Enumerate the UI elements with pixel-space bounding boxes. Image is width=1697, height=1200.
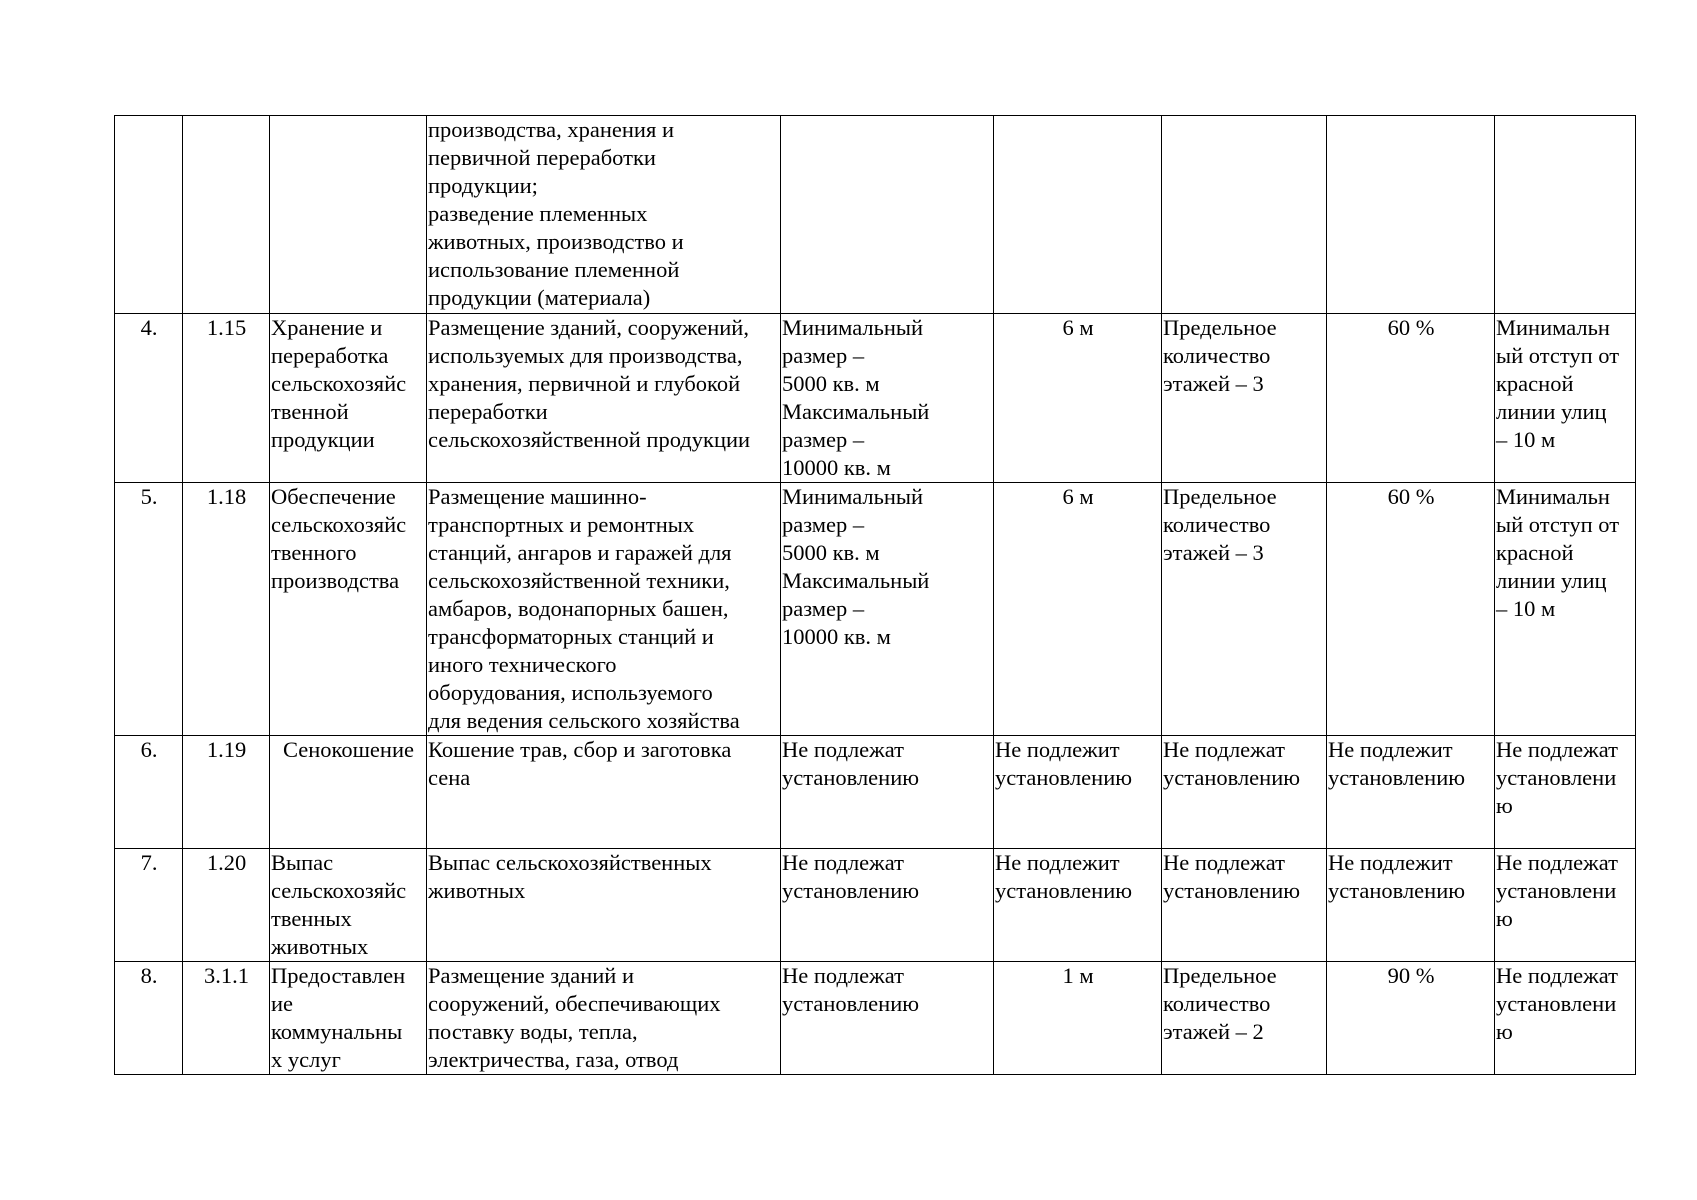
use-code-cell: 1.15 <box>183 314 270 483</box>
use-name-cell: Хранение и переработка сельскохозяйс твенной продукции <box>270 314 427 483</box>
floors-cell: Предельное количество этажей – 3 <box>1162 483 1327 736</box>
table-row <box>115 736 1636 849</box>
row-number-cell: 6. <box>115 736 183 849</box>
other-params-cell <box>1495 116 1636 314</box>
row-number-cell <box>115 116 183 314</box>
coverage-cell: 60 % <box>1327 314 1495 483</box>
table-row <box>115 314 1636 483</box>
use-description-cell: Кошение трав, сбор и заготовка сена <box>427 736 781 849</box>
plot-size-cell: Минимальный размер – 5000 кв. м Максимальный размер – 10000 кв. м <box>781 314 994 483</box>
use-code-cell <box>183 116 270 314</box>
setback-cell: Не подлежит установлению <box>994 736 1162 849</box>
floors-cell: Предельное количество этажей – 2 <box>1162 962 1327 1075</box>
coverage-cell: 60 % <box>1327 483 1495 736</box>
setback-cell: 6 м <box>994 483 1162 736</box>
use-name-cell <box>270 116 427 314</box>
plot-size-cell: Не подлежат установлению <box>781 962 994 1075</box>
table-row <box>115 116 1636 314</box>
use-description-cell: Размещение машинно- транспортных и ремонтных станций, ангаров и гаражей для сельскохозяйственной техники, амбаров, водонапорных башен, трансформаторных станций и иного технического оборудования, используемого для ведения сельского хозяйства <box>427 483 781 736</box>
coverage-cell: Не подлежит установлению <box>1327 736 1495 849</box>
table-row <box>115 962 1636 1075</box>
floors-cell: Не подлежат установлению <box>1162 736 1327 849</box>
use-name-cell: Сенокошение <box>270 736 427 849</box>
coverage-cell <box>1327 116 1495 314</box>
other-params-cell: Не подлежат установлени ю <box>1495 736 1636 849</box>
use-code-cell: 1.18 <box>183 483 270 736</box>
plot-size-cell: Минимальный размер – 5000 кв. м Максимальный размер – 10000 кв. м <box>781 483 994 736</box>
floors-cell: Не подлежат установлению <box>1162 849 1327 962</box>
setback-cell <box>994 116 1162 314</box>
use-code-cell: 1.20 <box>183 849 270 962</box>
setback-cell: Не подлежит установлению <box>994 849 1162 962</box>
use-code-cell: 1.19 <box>183 736 270 849</box>
row-number-cell: 7. <box>115 849 183 962</box>
use-description-cell: Размещение зданий и сооружений, обеспечивающих поставку воды, тепла, электричества, газа, отвод <box>427 962 781 1075</box>
floors-cell: Предельное количество этажей – 3 <box>1162 314 1327 483</box>
other-params-cell: Минимальн ый отступ от красной линии улиц – 10 м <box>1495 483 1636 736</box>
use-name-cell: Предоставлен ие коммунальны х услуг <box>270 962 427 1075</box>
use-description-cell: производства, хранения и первичной переработки продукции; разведение племенных животных, производство и использование племенной продукции (материала) <box>427 116 781 314</box>
table-row <box>115 483 1636 736</box>
use-description-cell: Размещение зданий, сооружений, используемых для производства, хранения, первичной и глубокой переработки сельскохозяйственной продукции <box>427 314 781 483</box>
floors-cell <box>1162 116 1327 314</box>
zoning-regulations-table <box>114 115 1636 1075</box>
coverage-cell: 90 % <box>1327 962 1495 1075</box>
use-name-cell: Обеспечение сельскохозяйс твенного производства <box>270 483 427 736</box>
other-params-cell: Не подлежат установлени ю <box>1495 962 1636 1075</box>
setback-cell: 1 м <box>994 962 1162 1075</box>
row-number-cell: 4. <box>115 314 183 483</box>
setback-cell: 6 м <box>994 314 1162 483</box>
plot-size-cell: Не подлежат установлению <box>781 736 994 849</box>
table-row <box>115 849 1636 962</box>
other-params-cell: Не подлежат установлени ю <box>1495 849 1636 962</box>
plot-size-cell: Не подлежат установлению <box>781 849 994 962</box>
row-number-cell: 8. <box>115 962 183 1075</box>
other-params-cell: Минимальн ый отступ от красной линии улиц – 10 м <box>1495 314 1636 483</box>
use-description-cell: Выпас сельскохозяйственных животных <box>427 849 781 962</box>
use-code-cell: 3.1.1 <box>183 962 270 1075</box>
plot-size-cell <box>781 116 994 314</box>
row-number-cell: 5. <box>115 483 183 736</box>
use-name-cell: Выпас сельскохозяйс твенных животных <box>270 849 427 962</box>
coverage-cell: Не подлежит установлению <box>1327 849 1495 962</box>
